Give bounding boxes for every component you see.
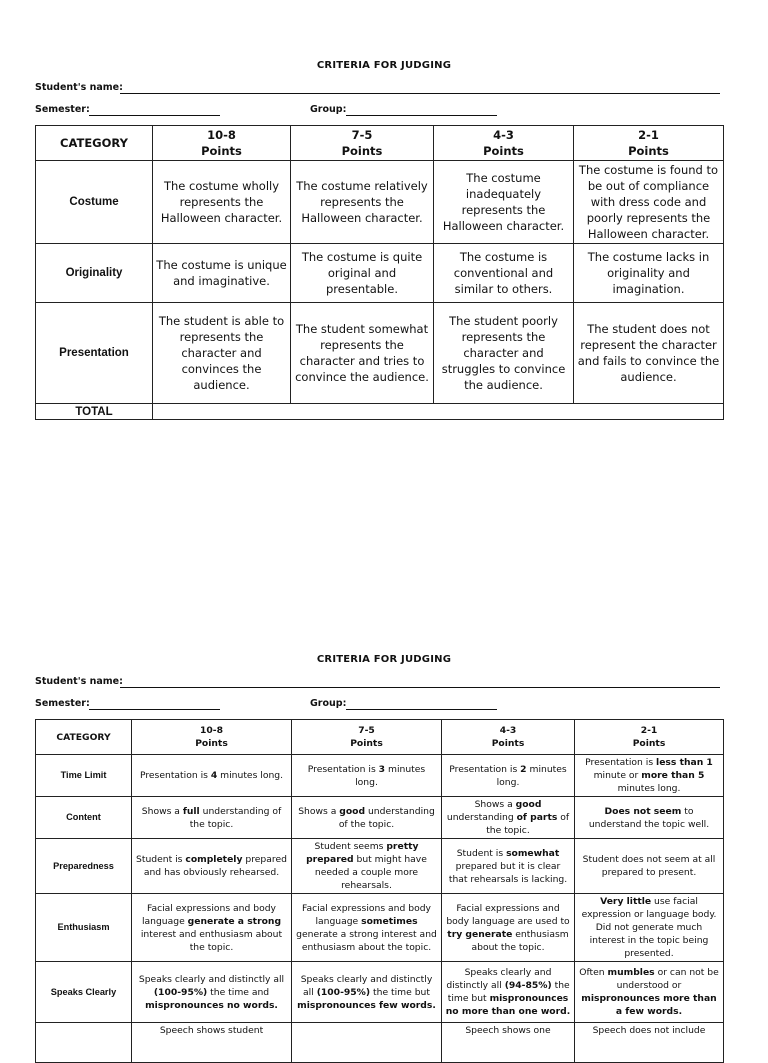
form2-row [36, 962, 724, 1023]
form2-group-line[interactable] [346, 709, 497, 710]
form1-total-value-cell[interactable] [153, 404, 724, 420]
form2-header-row [36, 720, 724, 755]
form1-category-cell: Costume [36, 161, 153, 244]
form2-criteria-cell: Speech does not include [575, 1023, 724, 1063]
form1-title: CRITERIA FOR JUDGING [316, 60, 452, 71]
form2-criteria-cell: Speaks clearly and distinctly all (100-95%) the time and mispronounces no words. [132, 962, 292, 1023]
form2-criteria-cell: Speech shows student [132, 1023, 292, 1063]
form2-row [36, 894, 724, 962]
form1-semester-line[interactable] [89, 115, 220, 116]
form2-row [36, 755, 724, 797]
form2-criteria-cell: Student is completely prepared and has obviously rehearsed. [132, 839, 292, 894]
form2-row [36, 839, 724, 894]
form1-header-7-5: 7-5 Points [291, 126, 434, 161]
form2-criteria-cell: Student is somewhat prepared but it is clear that rehearsals is lacking. [442, 839, 575, 894]
form2-criteria-cell: Presentation is 4 minutes long. [132, 755, 292, 797]
form2-semester-line[interactable] [89, 709, 220, 710]
form1-criteria-cell: The costume inadequately represents the Halloween character. [434, 161, 574, 244]
form1-group-line[interactable] [346, 115, 497, 116]
form1-header-10-8: 10-8 Points [153, 126, 291, 161]
form1-criteria-cell: The costume is conventional and similar to others. [434, 244, 574, 303]
form1-criteria-cell: The student poorly represents the character and struggles to convince the audience. [434, 303, 574, 404]
form2-category-cell: Time Limit [36, 755, 132, 797]
form2-criteria-cell: Very little use facial expression or language body. Did not generate much interest in the topic being presented. [575, 894, 724, 962]
form2-criteria-cell: Student does not seem at all prepared to present. [575, 839, 724, 894]
form2-category-cell: Content [36, 797, 132, 839]
form1-criteria-cell: The student does not represent the character and fails to convince the audience. [574, 303, 724, 404]
form2-category-cell: Preparedness [36, 839, 132, 894]
form1-criteria-cell: The costume relatively represents the Halloween character. [291, 161, 434, 244]
form1-header-row [36, 126, 724, 161]
form1-criteria-cell: The student is able to represents the character and convinces the audience. [153, 303, 291, 404]
form1-row-presentation [36, 303, 724, 404]
form1-criteria-cell: The costume is unique and imaginative. [153, 244, 291, 303]
form2-table-body [36, 755, 724, 1063]
form2-criteria-cell: Facial expressions and body language generate a strong interest and enthusiasm about the topic. [132, 894, 292, 962]
form2-criteria-cell: Facial expressions and body language are used to try generate enthusiasm about the topic. [442, 894, 575, 962]
form2-criteria-cell [292, 1023, 442, 1063]
form1-row-originality [36, 244, 724, 303]
form1-criteria-cell: The costume lacks in originality and imagination. [574, 244, 724, 303]
form1-rubric-table [35, 125, 724, 420]
form1-criteria-cell: The costume is found to be out of compliance with dress code and poorly represents the Halloween character. [574, 161, 724, 244]
form2-criteria-cell: Presentation is 2 minutes long. [442, 755, 575, 797]
form1-criteria-cell: The costume wholly represents the Halloween character. [153, 161, 291, 244]
form2-category-cell [36, 1023, 132, 1063]
form2-criteria-cell: Shows a good understanding of parts of the topic. [442, 797, 575, 839]
form2-student-name-line[interactable] [120, 687, 720, 688]
form1-semester-label: Semester: [35, 104, 90, 115]
form2-header-10-8: 10-8 Points [132, 720, 292, 755]
form2-category-cell: Speaks Clearly [36, 962, 132, 1023]
form2-header-2-1: 2-1 Points [575, 720, 724, 755]
form2-criteria-cell: Does not seem to understand the topic well. [575, 797, 724, 839]
form2-semester-label: Semester: [35, 698, 90, 709]
form2-row [36, 797, 724, 839]
form1-row-costume [36, 161, 724, 244]
form2-header-category: CATEGORY [36, 720, 132, 755]
form1-row-total [36, 404, 724, 420]
form1-criteria-cell: The costume is quite original and presentable. [291, 244, 434, 303]
form2-student-name-label: Student's name: [35, 676, 123, 687]
form2-criteria-cell: Facial expressions and body language sometimes generate a strong interest and enthusiasm about the topic. [292, 894, 442, 962]
form2-header-7-5: 7-5 Points [292, 720, 442, 755]
form2-criteria-cell: Speaks clearly and distinctly all (94-85%) the time but mispronounces no more than one word. [442, 962, 575, 1023]
form1-header-2-1: 2-1 Points [574, 126, 724, 161]
form2-criteria-cell: Presentation is less than 1 minute or more than 5 minutes long. [575, 755, 724, 797]
form1-total-label: TOTAL [36, 404, 153, 420]
form1-criteria-cell: The student somewhat represents the character and tries to convince the audience. [291, 303, 434, 404]
form2-rubric-table [35, 719, 724, 1063]
form1-category-cell: Presentation [36, 303, 153, 404]
form2-row [36, 1023, 724, 1063]
form1-student-name-line[interactable] [120, 93, 720, 94]
form1-group-label: Group: [310, 104, 347, 115]
form1-student-name-label: Student's name: [35, 82, 123, 93]
form2-criteria-cell: Often mumbles or can not be understood or mispronounces more than a few words. [575, 962, 724, 1023]
form2-title: CRITERIA FOR JUDGING [316, 654, 452, 665]
form1-header-category: CATEGORY [36, 126, 153, 161]
form2-criteria-cell: Speech shows one [442, 1023, 575, 1063]
form1-category-cell: Originality [36, 244, 153, 303]
form2-criteria-cell: Presentation is 3 minutes long. [292, 755, 442, 797]
form2-criteria-cell: Speaks clearly and distinctly all (100-95%) the time but mispronounces few words. [292, 962, 442, 1023]
form2-category-cell: Enthusiasm [36, 894, 132, 962]
form2-header-4-3: 4-3 Points [442, 720, 575, 755]
form2-criteria-cell: Shows a good understanding of the topic. [292, 797, 442, 839]
form2-criteria-cell: Shows a full understanding of the topic. [132, 797, 292, 839]
form2-group-label: Group: [310, 698, 347, 709]
form2-criteria-cell: Student seems pretty prepared but might have needed a couple more rehearsals. [292, 839, 442, 894]
form1-header-4-3: 4-3 Points [434, 126, 574, 161]
